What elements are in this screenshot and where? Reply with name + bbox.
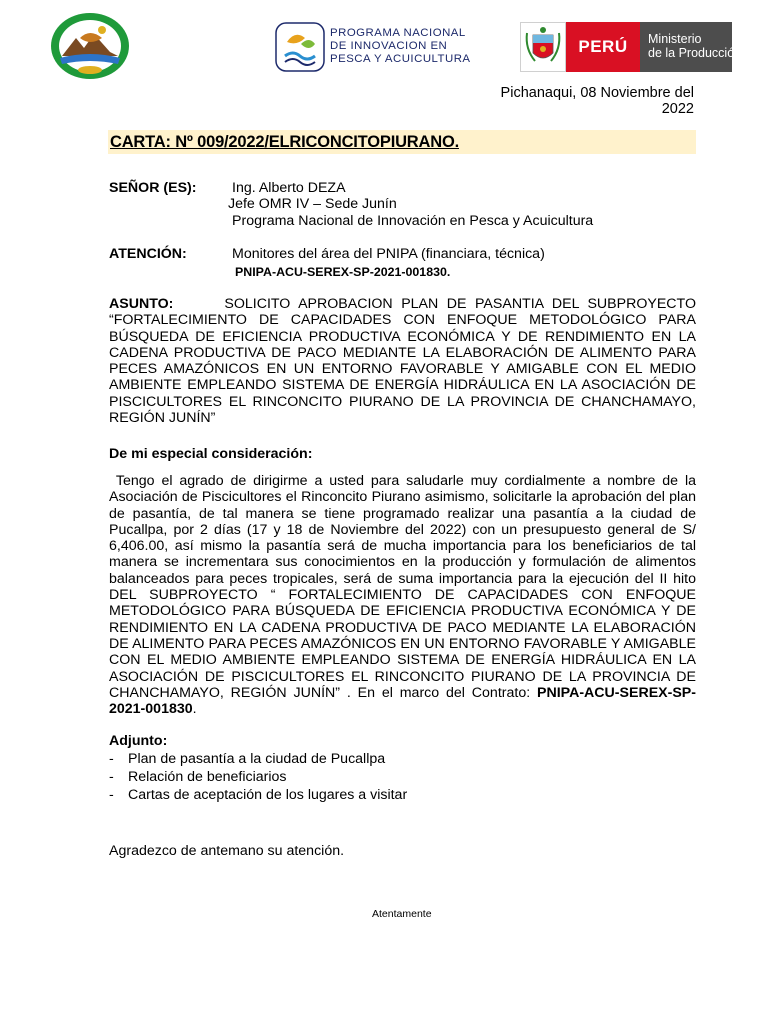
signoff: Atentamente bbox=[372, 908, 432, 920]
asunto-label: ASUNTO: bbox=[109, 296, 174, 312]
body-end: . bbox=[192, 701, 197, 718]
recipient-role: Jefe OMR IV – Sede Junín bbox=[228, 196, 397, 212]
letter-title: CARTA: Nº 009/2022/ELRICONCITOPIURANO. bbox=[110, 133, 459, 151]
ministry-line-2: de la Producción bbox=[648, 46, 742, 60]
attachment-text: Cartas de aceptación de los lugares a visitar bbox=[128, 787, 408, 803]
list-item bbox=[109, 750, 509, 768]
salutation: De mi especial consideración: bbox=[109, 446, 313, 462]
adjunto-label: Adjunto: bbox=[109, 733, 168, 749]
pnipa-wordmark bbox=[330, 27, 470, 67]
ministry-line-1: Ministerio bbox=[648, 32, 702, 46]
place-date: Pichanaqui, 08 Noviembre del 2022 bbox=[500, 85, 694, 117]
peru-label: PERÚ bbox=[566, 22, 640, 72]
ministry-label bbox=[640, 22, 742, 72]
list-item bbox=[109, 768, 509, 786]
atencion-label: ATENCIÓN: bbox=[109, 246, 187, 262]
asunto-text: SOLICITO APROBACION PLAN DE PASANTIA DEL SUBPROYECTO “FORTALECIMIENTO DE CAPACIDADES CON ENFOQUE METODOLÓGICO PARA BÚSQUEDA DE EFICIENCIA PRODUCTIVA ECONÓMICA Y DE RENDIMIENTO EN LA CADENA PRODUCTIVA DE PACO MEDIANTE LA ELABORACIÓN DE ALIMENTO PARA PECES AMAZÓNICOS EN UN ENTORNO FAVORABLE Y AMIGABLE CON EL MEDIO AMBIENTE EMPLEANDO SISTEMA DE ENERGÍA HIDRÁULICA EN LA ASOCIACIÓN DE PISCICULTORES EL RINCONCITO PIURANO DE LA PROVINCIA DE CHANCHAMAYO, REGIÓN JUNÍN” bbox=[109, 296, 696, 427]
pnipa-line-2: DE INNOVACION EN bbox=[330, 40, 448, 53]
body-paragraph bbox=[109, 473, 696, 717]
asunto-paragraph bbox=[109, 296, 696, 426]
recipient-org: Programa Nacional de Innovación en Pesca y Acuicultura bbox=[232, 213, 594, 229]
peru-coat-of-arms-icon bbox=[520, 22, 566, 72]
bullet-dash: - bbox=[109, 769, 114, 785]
bullet-dash: - bbox=[109, 751, 114, 767]
body-contract: PNIPA-ACU-SEREX-SP-2021-001830 bbox=[109, 684, 696, 718]
senor-label: SEÑOR (ES): bbox=[109, 180, 197, 196]
attachment-text: Plan de pasantía a la ciudad de Pucallpa bbox=[128, 751, 386, 767]
pnipa-logo bbox=[275, 22, 471, 74]
pnipa-fish-icon bbox=[275, 22, 325, 72]
list-item bbox=[109, 786, 509, 804]
peru-ministry-logo bbox=[520, 22, 742, 72]
association-logo bbox=[50, 12, 130, 80]
body-text: Tengo el agrado de dirigirme a usted para saludarle muy cordialmente a nombre de la Asociación de Piscicultores el Rinconcito Piurano asimismo, solicitarle la aprobación del plan de pasantía, de tal manera se tiene programado realizar una pasantía a la ciudad de Pucallpa, por 2 días (17 y 18 de Noviembre del 2022) con un presupuesto general de S/ 6,406.00, así mismo la pasantía será de mucha importancia para los beneficiarios de tal manera se incrementara sus conocimientos en la producción y formulación de alimentos balanceados para peces tropicales, será de suma importancia para la ejecución del II hito DEL SUBPROYECTO “ FORTALECIMIENTO DE CAPACIDADES CON ENFOQUE METODOLÓGICO PARA BÚSQUEDA DE EFICIENCIA PRODUCTIVA ECONÓMICA Y DE RENDIMIENTO EN LA CADENA PRODUCTIVA DE PACO MEDIANTE LA ELABORACIÓN DE ALIMENTO PARA PECES AMAZÓNICOS EN UN ENTORNO FAVORABLE Y AMIGABLE CON EL MEDIO AMBIENTE EMPLEANDO SISTEMA DE ENERGÍA HIDRÁULICA EN LA ASOCIACIÓN DE PISCICULTORES EL RINCONCITO PIURANO DE LA PROVINCIA DE CHANCHAMAYO, REGIÓN JUNÍN” . En el marco del Contrato: bbox=[109, 473, 696, 701]
closing-line: Agradezco de antemano su atención. bbox=[109, 843, 345, 859]
pnipa-line-1: PROGRAMA NACIONAL bbox=[330, 27, 466, 39]
atencion-text: Monitores del área del PNIPA (financiara, técnica) bbox=[232, 246, 545, 262]
pnipa-line-3: PESCA Y ACUICULTURA bbox=[330, 53, 471, 66]
attachment-text: Relación de beneficiarios bbox=[128, 769, 287, 785]
recipient-name: Ing. Alberto DEZA bbox=[232, 180, 346, 196]
contract-reference: PNIPA-ACU-SEREX-SP-2021-001830. bbox=[235, 265, 451, 279]
bullet-dash: - bbox=[109, 787, 114, 803]
attachment-list bbox=[109, 750, 509, 804]
